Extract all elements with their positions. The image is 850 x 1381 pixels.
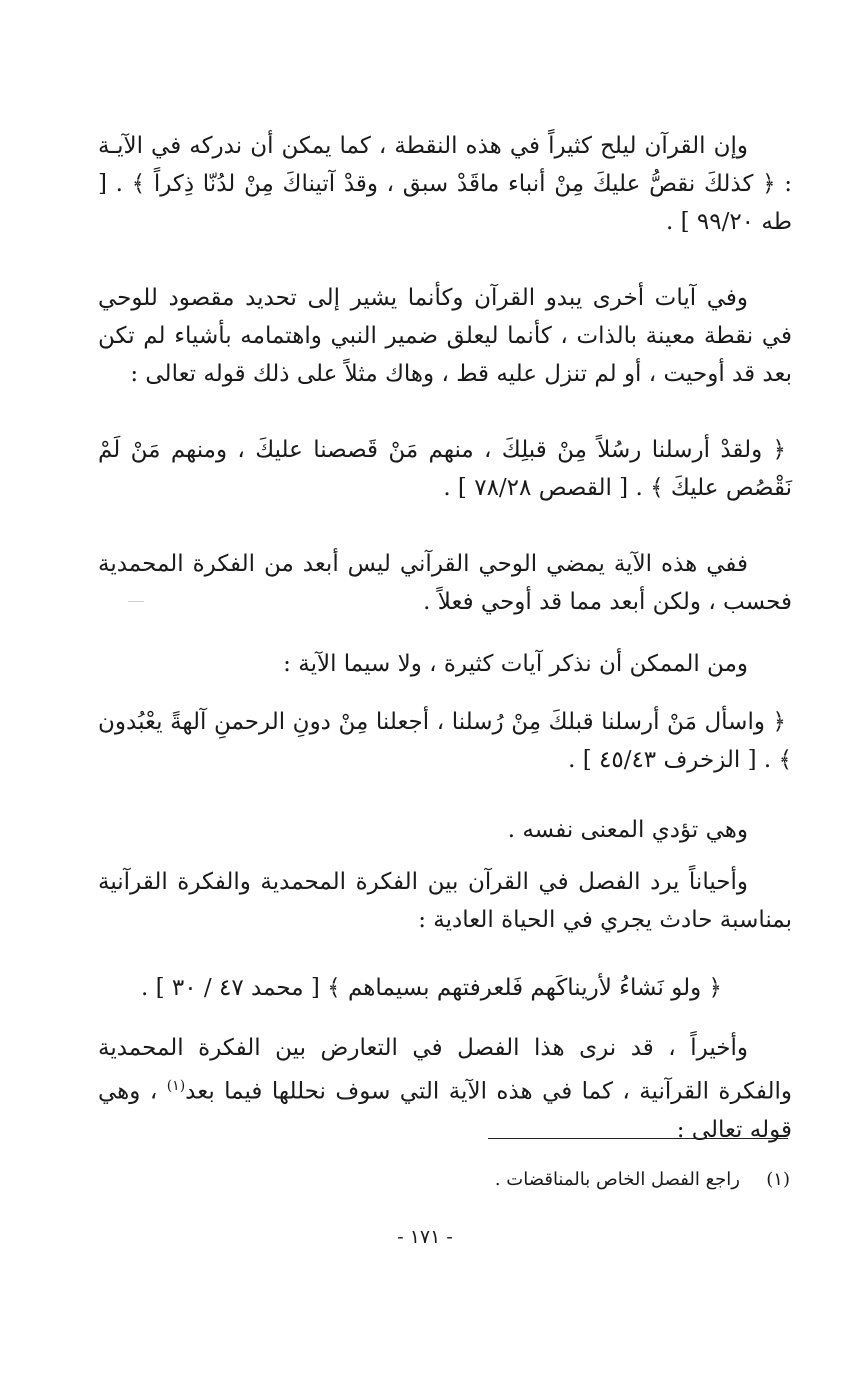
verse-quote-1: ﴿ ولقدْ أرسلنا رسُلاً مِنْ قبلِكَ ، منهم مَنْ قَصصنا عليكَ ، ومنهم مَنْ لَمْ نَقْصُص عليكَ ﴾ . [ القصص ٧٨/٢٨ ] . <box>98 437 792 501</box>
paragraph-2: وفي آيات أخرى يبدو القرآن وكأنما يشير إلى تحديد مقصود للوحي في نقطة معينة بالذات ، كأنما ليعلق ضمير النبي واهتمامه بأشياء لم تكن بعد قد أوحيت ، أو لم تنزل عليه قط ، وهاك مثلاً على ذلك قوله تعالى : <box>98 285 792 387</box>
footnote <box>360 1166 790 1194</box>
paragraph-6: وأحياناً يرد الفصل في القرآن بين الفكرة المحمدية والفكرة القرآنية بمناسبة حادث يجري في الحياة العادية : <box>98 869 792 933</box>
footnote-number: (١) <box>766 1169 790 1190</box>
paragraph-7-tail: ، وهي قوله تعالى : <box>98 1078 792 1143</box>
paragraph-7 <box>98 1029 792 1149</box>
page-number: - ١٧١ - <box>397 1226 453 1248</box>
paragraph-7-text: وأخيراً ، قد نرى هذا الفصل في التعارض بين الفكرة المحمدية والفكرة القرآنية ، كما في هذه الآية التي سوف نحللها فيما بعد <box>98 1035 793 1105</box>
scan-mark <box>128 601 144 602</box>
verse-quote-2: ﴿ واسأل مَنْ أرسلنا قبلكَ مِنْ رُسلنا ، أجعلنا مِنْ دونِ الرحمنِ آلهةً يعْبُدون ﴾ . [ الزخرف ٤٥/٤٣ ] . <box>98 709 792 773</box>
verse-quote-3: ﴿ ولو نَشاءُ لأريناكَهم فَلعرفتهم بسيماهم ﴾ [ محمد ٤٧ / ٣٠ ] . <box>141 975 722 1001</box>
paragraph-4: ومن الممكن أن نذكر آيات كثيرة ، ولا سيما الآية : <box>283 651 748 677</box>
footnote-reference: (١) <box>166 1078 186 1094</box>
paragraph-3: ففي هذه الآية يمضي الوحي القرآني ليس أبعد من الفكرة المحمدية فحسب ، ولكن أبعد مما قد أوحي فعلاً . <box>98 551 792 615</box>
footnote-divider <box>488 1138 788 1139</box>
paragraph-5: وهي تؤدي المعنى نفسه . <box>507 817 748 843</box>
paragraph-1: وإن القرآن ليلح كثيراً في هذه النقطة ، كما يمكن أن ندركه في الآيـة : ﴿ كذلكَ نقصُّ عليكَ مِنْ أنباء ماقَدْ سبق ، وقدْ آتيناكَ مِنْ لدُنّا ذِكراً ﴾ . [ طه ٩٩/٢٠ ] . <box>98 133 792 235</box>
footnote-text: راجع الفصل الخاص بالمناقضات . <box>494 1169 740 1190</box>
